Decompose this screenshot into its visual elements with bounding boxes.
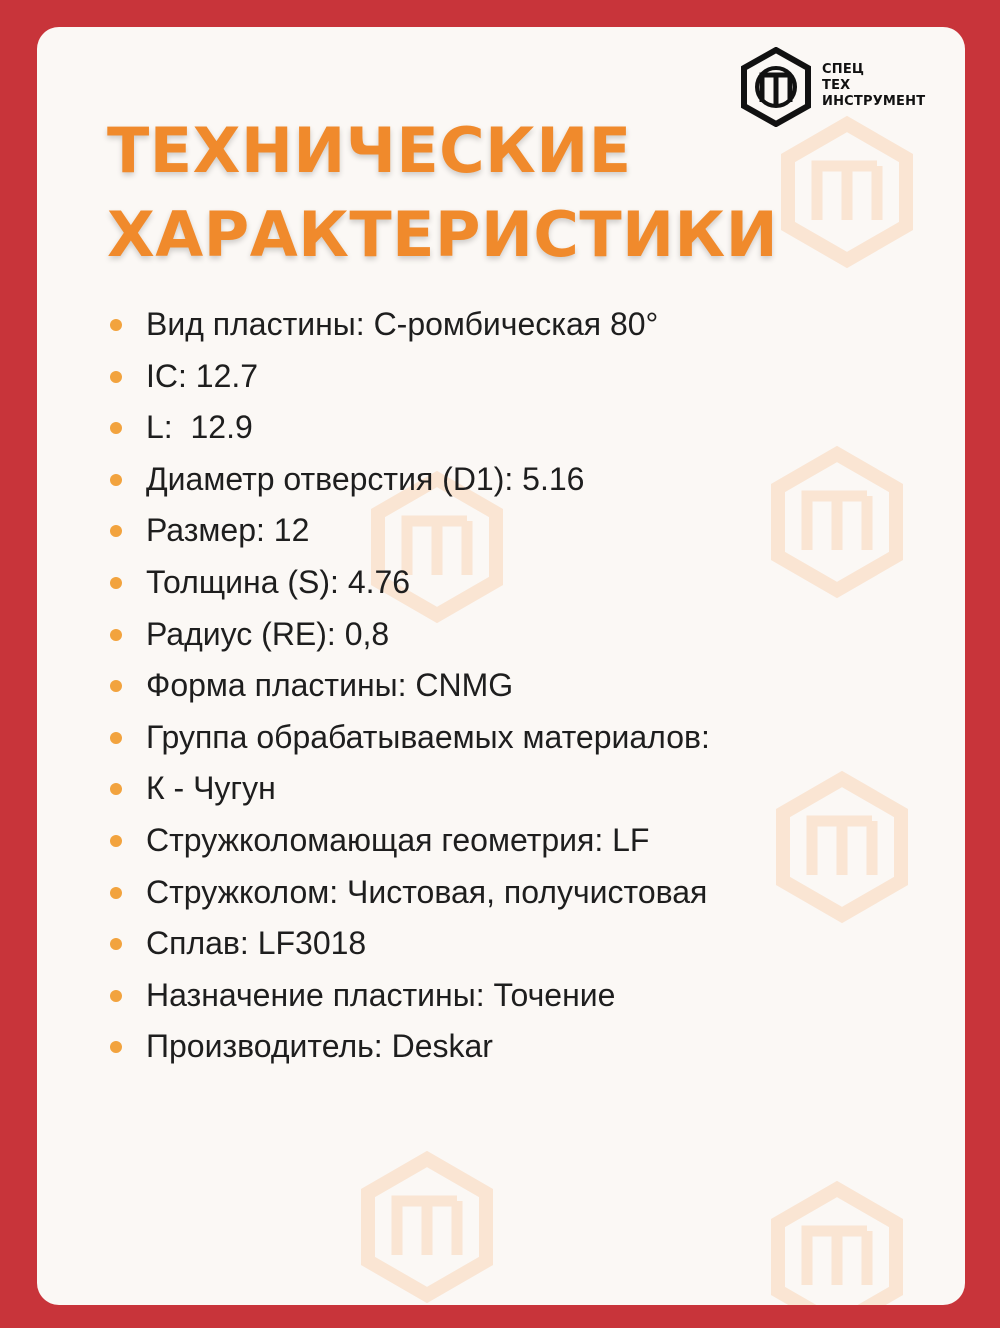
brand-name bbox=[822, 62, 925, 110]
spec-text: Вид пластины: С-ромбическая 80° bbox=[146, 306, 659, 342]
list-item bbox=[107, 712, 710, 764]
title-line-1: ТЕХНИЧЕСКИЕ bbox=[107, 114, 632, 187]
brand-line-1: СПЕЦ bbox=[822, 62, 865, 77]
bullet-dot bbox=[110, 629, 122, 641]
spec-text: L: 12.9 bbox=[146, 409, 253, 446]
list-item bbox=[107, 815, 710, 867]
spec-card bbox=[37, 27, 965, 1305]
spec-text: Производитель: Deskar bbox=[146, 1028, 493, 1065]
title-line-2: ХАРАКТЕРИСТИКИ bbox=[107, 198, 779, 271]
spec-text: Стружколом: Чистовая, получистовая bbox=[146, 873, 708, 910]
page-title bbox=[107, 109, 778, 277]
bullet-dot bbox=[110, 887, 122, 899]
list-item bbox=[107, 351, 710, 403]
bullet-dot bbox=[110, 474, 122, 486]
list-item bbox=[107, 557, 710, 609]
bullet-dot bbox=[110, 371, 122, 383]
bullet-dot bbox=[110, 577, 122, 589]
list-item bbox=[107, 454, 710, 506]
list-item bbox=[107, 505, 710, 557]
brand-line-3: ИНСТРУМЕНТ bbox=[822, 94, 926, 109]
spec-text: Радиус (RE): 0,8 bbox=[146, 615, 390, 652]
list-item bbox=[107, 918, 710, 970]
spec-text: Назначение пластины: Точение bbox=[146, 976, 616, 1013]
spec-text: Толщина (S): 4.76 bbox=[146, 563, 411, 600]
bullet-dot bbox=[110, 422, 122, 434]
spec-text: К - Чугун bbox=[146, 770, 276, 807]
brand-line-2: ТЕХ bbox=[822, 78, 851, 93]
bullet-dot bbox=[110, 1041, 122, 1053]
list-item bbox=[107, 970, 710, 1022]
bullet-dot bbox=[110, 732, 122, 744]
spec-text: Сплав: LF3018 bbox=[146, 925, 367, 962]
bullet-dot bbox=[110, 783, 122, 795]
spec-text: Размер: 12 bbox=[146, 512, 310, 549]
bullet-dot bbox=[110, 319, 122, 331]
spec-text: Форма пластины: CNMG bbox=[146, 667, 514, 704]
bullet-dot bbox=[110, 938, 122, 950]
list-item bbox=[107, 609, 710, 661]
bullet-dot bbox=[110, 680, 122, 692]
spec-list bbox=[107, 299, 710, 1073]
list-item bbox=[107, 299, 710, 351]
bullet-dot bbox=[110, 990, 122, 1002]
list-item bbox=[107, 1021, 710, 1073]
list-item bbox=[107, 763, 710, 815]
list-item bbox=[107, 402, 710, 454]
bullet-dot bbox=[110, 835, 122, 847]
spec-text: Группа обрабатываемых материалов: bbox=[146, 718, 710, 755]
list-item bbox=[107, 660, 710, 712]
spec-text: IC: 12.7 bbox=[146, 357, 259, 394]
bullet-dot bbox=[110, 525, 122, 537]
list-item bbox=[107, 867, 710, 919]
spec-text: Диаметр отверстия (D1): 5.16 bbox=[146, 460, 585, 497]
spec-text: Стружколомающая геометрия: LF bbox=[146, 821, 650, 858]
